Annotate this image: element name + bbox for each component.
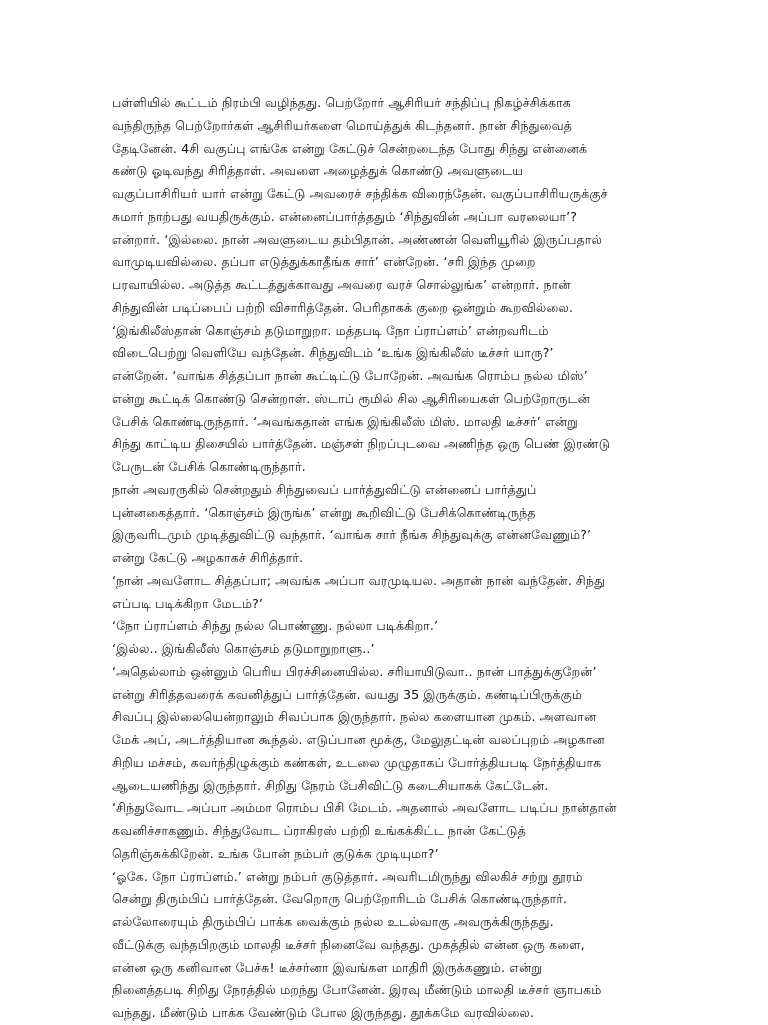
text-line: சிவப்பு இல்லையென்றாலும் சிவப்பாக இருந்தார். நல்ல களையான முகம். அளவான [112,709,597,725]
text-line: வந்திருந்த பெற்றோர்கள் ஆசிரியர்களை மொய்த்துக் கிடந்தனர். நான் சிந்துவைத் [112,117,573,133]
story-text [112,92,668,1025]
text-line: என்று கூட்டிக் கொண்டு சென்றாள். ஸ்டாப் ரூமில் சில ஆசிரியைகள் பெற்றோருடன் [112,390,591,406]
text-line: எல்லோரையும் திரும்பிப் பாக்க வைக்கும் நல்ல உடல்வாகு அவருக்கிருந்தது. [112,914,554,929]
text-line: ஆடையணிந்து இருந்தார். சிறிது நேரம் பேசிவிட்டு கடைசியாகக் கேட்டேன். [112,777,549,793]
text-line: சிந்து காட்டிய திசையில் பார்த்தேன். மஞ்சள் நிறப்புடவை அணிந்த ஒரு பெண் இரண்டு [112,436,611,452]
text-line: கண்டு ஓடிவந்து சிரித்தாள். அவளை அழைத்துக் கொண்டு அவளுடைய [112,163,524,179]
text-line: நினைத்தபடி சிறிது நேரத்தில் மறந்து போனேன். இரவு மீண்டும் மாலதி டீச்சர் ஞாபகம் [112,982,602,998]
text-line: என்றேன். ‘வாங்க சித்தப்பா நான் கூட்டிட்டு போறேன். அவங்க ரொம்ப நல்ல மிஸ்’ [112,368,588,383]
text-line: சென்று திரும்பிப் பார்த்தேன். வேறொரு பெற்றோரிடம் பேசிக் கொண்டிருந்தார். [112,891,568,907]
text-line: சுமார் நாற்பது வயதிருக்கும். என்னைப்பார்த்ததும் ‘சிந்துவின் அப்பா வரலையா’? [112,208,578,224]
text-line: இருவரிடமும் முடித்துவிட்டு வந்தார். ‘வாங்க சார் நீங்க சிந்துவுக்கு என்னவேணும்?’ [112,527,592,543]
text-line: ‘ஓகே. நோ ப்ராப்ளம்.’ என்று நம்பர் குடுத்தார். அவரிடமிருந்து விலகிச் சற்று தூரம் [112,868,583,884]
text-line: என்று கேட்டு அழகாகச் சிரித்தார். [112,550,304,565]
text-line: என்றார். ‘இல்லை. நான் அவளுடைய தம்பிதான். அண்ணன் வெளியூரில் இருப்பதால் [112,231,603,247]
text-line: புன்னகைத்தார். ‘கொஞ்சம் இருங்க’ என்று கூறிவிட்டு பேசிக்கொண்டிருந்த [112,504,536,520]
text-line: பரவாயில்ல. அடுத்த கூட்டத்துக்காவது அவரை வரச் சொல்லுங்க’ என்றார். நான் [112,277,571,292]
text-line: தெரிஞ்சுக்கிறேன். உங்க போன் நம்பர் குடுக்க முடியுமா?’ [112,845,439,861]
text-line: பள்ளியில் கூட்டம் நிரம்பி வழிந்தது. பெற்றோர் ஆசிரியர் சந்திப்பு நிகழ்ச்சிக்காக [112,95,571,110]
text-line: வாமுடியவில்லை. தப்பா எடுத்துக்காதீங்க சார்’ என்றேன். ‘சரி இந்த முறை [112,254,536,270]
text-line: என்று சிரித்தவரைக் கவனித்துப் பார்த்தேன். வயது 35 இருக்கும். கண்டிப்பிருக்கும் [112,686,583,702]
text-line: எப்படி படிக்கிறா மேடம்?’ [112,595,264,611]
text-line: வந்தது. மீண்டும் பாக்க வேண்டும் போல இருந்தது. தூக்கமே வரவில்லை. [112,1005,535,1020]
text-line: ‘அதெல்லாம் ஒன்னும் பெரிய பிரச்சினையில்ல. சரியாயிடுவா.. நான் பாத்துக்குறேன்’ [112,663,597,679]
text-line: பேருடன் பேசிக் கொண்டிருந்தார். [112,459,306,474]
text-line: ‘நோ ப்ராப்ளம் சிந்து நல்ல பொண்ணு. நல்லா படிக்கிறா.’ [112,618,439,634]
text-line: ‘நான் அவளோட சித்தப்பா; அவங்க அப்பா வரமுடியல. அதான் நான் வந்தேன். சிந்து [112,572,606,588]
text-line: ‘சிந்துவோட அப்பா அம்மா ரொம்ப பிசி மேடம். அதனால் அவளோட படிப்ப நான்தான் [112,800,617,816]
text-line: வீட்டுக்கு வந்தபிறகும் மாலதி டீச்சர் நினைவே வந்தது. முகத்தில் என்ன ஒரு களை, [112,936,585,952]
text-line: தேடினேன். 4சி வகுப்பு எங்கே என்று கேட்டுச் சென்றடைந்த போது சிந்து என்னைக் [112,140,588,156]
text-line: சிறிய மச்சம், கவர்ந்திழுக்கும் கண்கள், உடலை முழுதாகப் போர்த்தியபடி நேர்த்தியாக [112,754,602,770]
text-line: பேசிக் கொண்டிருந்தார். ‘அவங்கதான் எங்க இங்கிலீஸ் மிஸ். மாலதி டீச்சர்’ என்று [112,413,578,429]
text-line: சிந்துவின் படிப்பைப் பற்றி விசாரித்தேன். பெரிதாகக் குறை ஒன்றும் கூறவில்லை. [112,299,574,315]
text-line: மேக் அப், அடர்த்தியான கூந்தல். எடுப்பான மூக்கு, மேலுதட்டின் வலப்புறம் அழகான [112,732,605,747]
text-line: என்ன ஒரு கனிவான பேச்சு! டீச்சர்னா இவங்கள மாதிரி இருக்கணும். என்று [112,959,543,975]
text-line: ‘இங்கிலீஸ்தான் கொஞ்சம் தடுமாறுறா. மத்தபடி நோ ப்ராப்ளம்’ என்றவரிடம் [112,322,549,338]
text-line: வகுப்பாசிரியர் யார் என்று கேட்டு அவரைச் சந்திக்க விரைந்தேன். வகுப்பாசிரியருக்குச் [112,186,608,201]
text-line: ‘இல்ல.. இங்கிலீஸ் கொஞ்சம் தடுமாறுறாளு..’ [112,641,375,656]
text-line: கவனிச்சாகணும். சிந்துவோட ப்ராகிரஸ் பற்றி உங்கக்கிட்ட நான் கேட்டுத் [112,823,527,838]
text-line: நான் அவரருகில் சென்றதும் சிந்துவைப் பார்த்துவிட்டு என்னைப் பார்த்துப் [112,481,537,497]
text-line: விடைபெற்று வெளியே வந்தேன். சிந்துவிடம் ‘உங்க இங்கிலீஸ் டீச்சர் யாரு?’ [112,345,554,361]
